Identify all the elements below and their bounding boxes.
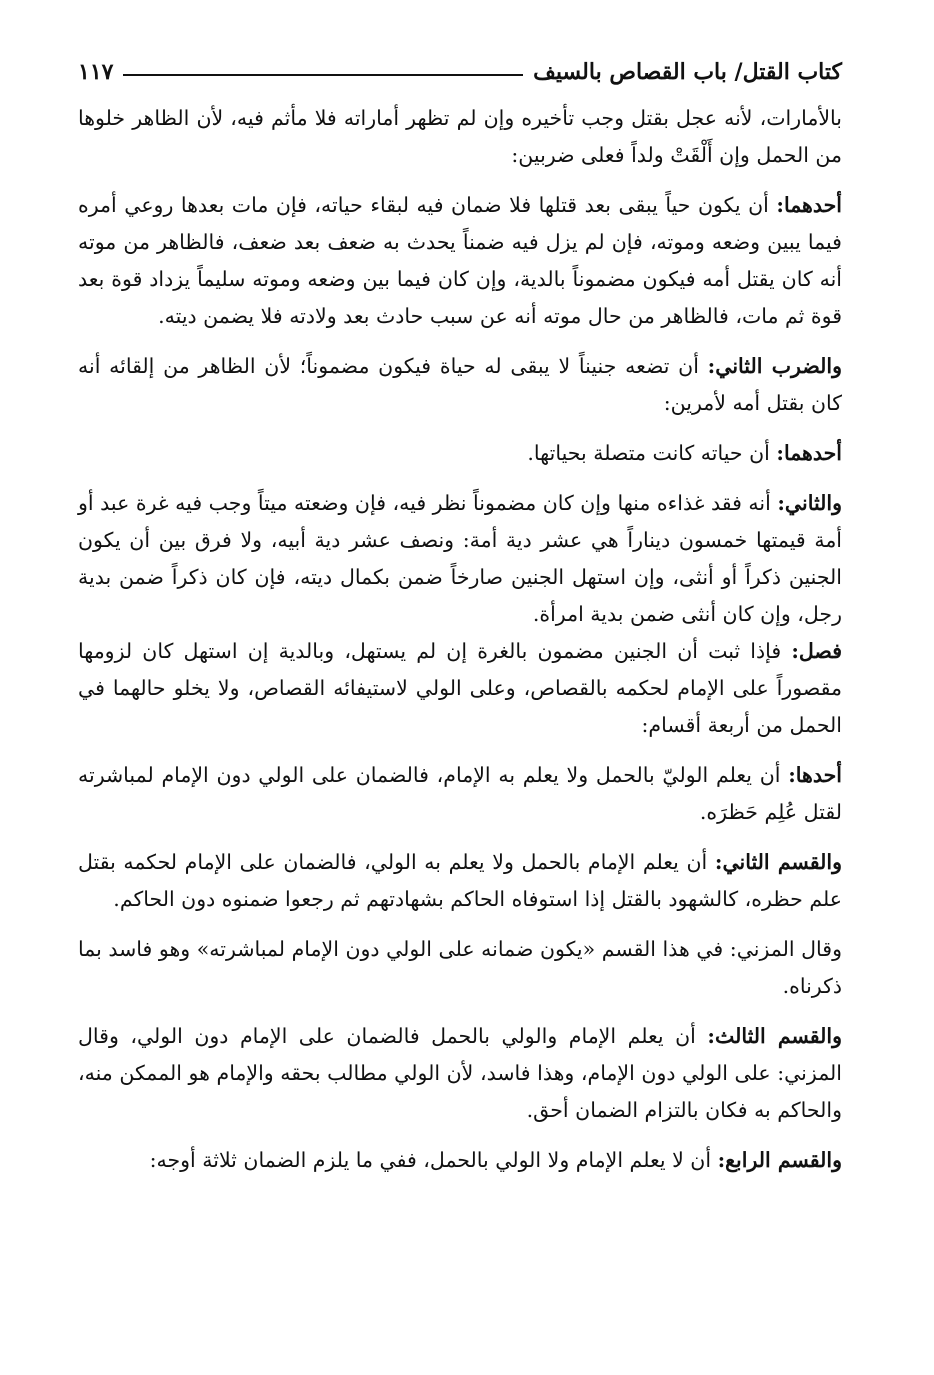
paragraph (78, 485, 842, 633)
paragraph-lead: أحدهما: (776, 193, 842, 217)
paragraph (78, 757, 842, 831)
paragraph-text: أن يعلم الإمام والولي بالحمل فالضمان على الإمام دون الولي، وقال المزني: على الولي دون الإمام، وهذا فاسد، لأن الولي مطالب بحقه والإمام هو الممكن منه، والحاكم به فكان بالتزام الضمان أحق. (78, 1024, 842, 1122)
paragraph-lead: فصل: (791, 639, 842, 663)
paragraph (78, 187, 842, 335)
paragraph (78, 1018, 842, 1129)
paragraph (78, 1142, 842, 1179)
paragraph-text: أن تضعه جنيناً لا يبقى له حياة فيكون مضموناً؛ لأن الظاهر من إلقائه أنه كان بقتل أمه لأمرين: (78, 354, 842, 415)
paragraph (78, 348, 842, 422)
paragraph (78, 435, 842, 472)
paragraph-lead: والقسم الثاني: (714, 850, 842, 874)
paragraph-text: أن حياته كانت متصلة بحياتها. (527, 441, 777, 465)
paragraph-text: بالأمارات، لأنه عجل بقتل وجب تأخيره وإن لم تظهر أماراته فلا مأثم فيه، لأن الظاهر خلوها من الحمل وإن أَلْقَتْ ولداً فعلى ضربين: (78, 106, 842, 167)
paragraph-text: أن يعلم الإمام بالحمل ولا يعلم به الولي، فالضمان على الإمام لحكمه بقتل علم حظره، كالشهود بالقتل إذا استوفاه الحاكم بشهادتهم ثم رجعوا ضمنوه دون الحاكم. (78, 850, 842, 911)
paragraph (78, 931, 842, 1005)
paragraph-lead: والقسم الرابع: (717, 1148, 842, 1172)
paragraph-text: أن لا يعلم الإمام ولا الولي بالحمل، ففي ما يلزم الضمان ثلاثة أوجه: (149, 1148, 718, 1172)
paragraph-lead: أحدها: (788, 763, 842, 787)
body-text (78, 100, 842, 1179)
paragraph-lead: أحدهما: (776, 441, 842, 465)
paragraph-text: أن يكون حياً يبقى بعد قتلها فلا ضمان فيه لبقاء حياته، فإن مات بعدها روعي أمره فيما يبين وضعه وموته، فإن لم يزل فيه ضمناً يحدث به ضعف بعد ضعف، فالظاهر من موته أنه كان يقتل أمه فيكون مضموناً بالدية، وإن كان فيما بين وضعه وموته سليماً يزداد قوة بعد قوة ثم مات، فالظاهر من حال موته أنه عن سبب حادث بعد ولادته فلا يضمن ديته. (78, 193, 842, 328)
paragraph-text: فإذا ثبت أن الجنين مضمون بالغرة إن لم يستهل، وبالدية إن استهل كان لزومها مقصوراً على الإمام لحكمه بالقصاص، وعلى الولي لاستيفائه القصاص، ولا يخلو حالهما في الحمل من أربعة أقسام: (78, 639, 842, 737)
paragraph (78, 844, 842, 918)
paragraph-lead: والثاني: (777, 491, 842, 515)
paragraph-text: أنه فقد غذاءه منها وإن كان مضموناً نظر فيه، فإن وضعته ميتاً وجب فيه غرة عبد أو أمة قيمتها خمسون ديناراً هي عشر دية أمة: ونصف عشر دية أبيه، ولا فرق بين أن يكون الجنين ذكراً أو أنثى، وإن استهل الجنين صارخاً ضمن بكمال ديته، فإن كان ذكراً ضمن بدية رجل، وإن كان أنثى ضمن بدية امرأة. (78, 491, 842, 626)
page-number: ١١٧ (78, 59, 114, 85)
paragraph-lead: والقسم الثالث: (707, 1024, 842, 1048)
header-rule (123, 74, 523, 76)
paragraph-text: أن يعلم الوليّ بالحمل ولا يعلم به الإمام، فالضمان على الولي دون الإمام لمباشرته لقتل عُلِم حَظرَه. (78, 763, 842, 824)
paragraph (78, 100, 842, 174)
paragraph-lead: والضرب الثاني: (707, 354, 842, 378)
header-title: كتاب القتل/ باب القصاص بالسيف (533, 59, 842, 85)
running-header (78, 50, 842, 94)
paragraph-text: وقال المزني: في هذا القسم «يكون ضمانه على الولي دون الإمام لمباشرته» وهو فاسد بما ذكرناه. (78, 937, 842, 998)
paragraph (78, 633, 842, 744)
